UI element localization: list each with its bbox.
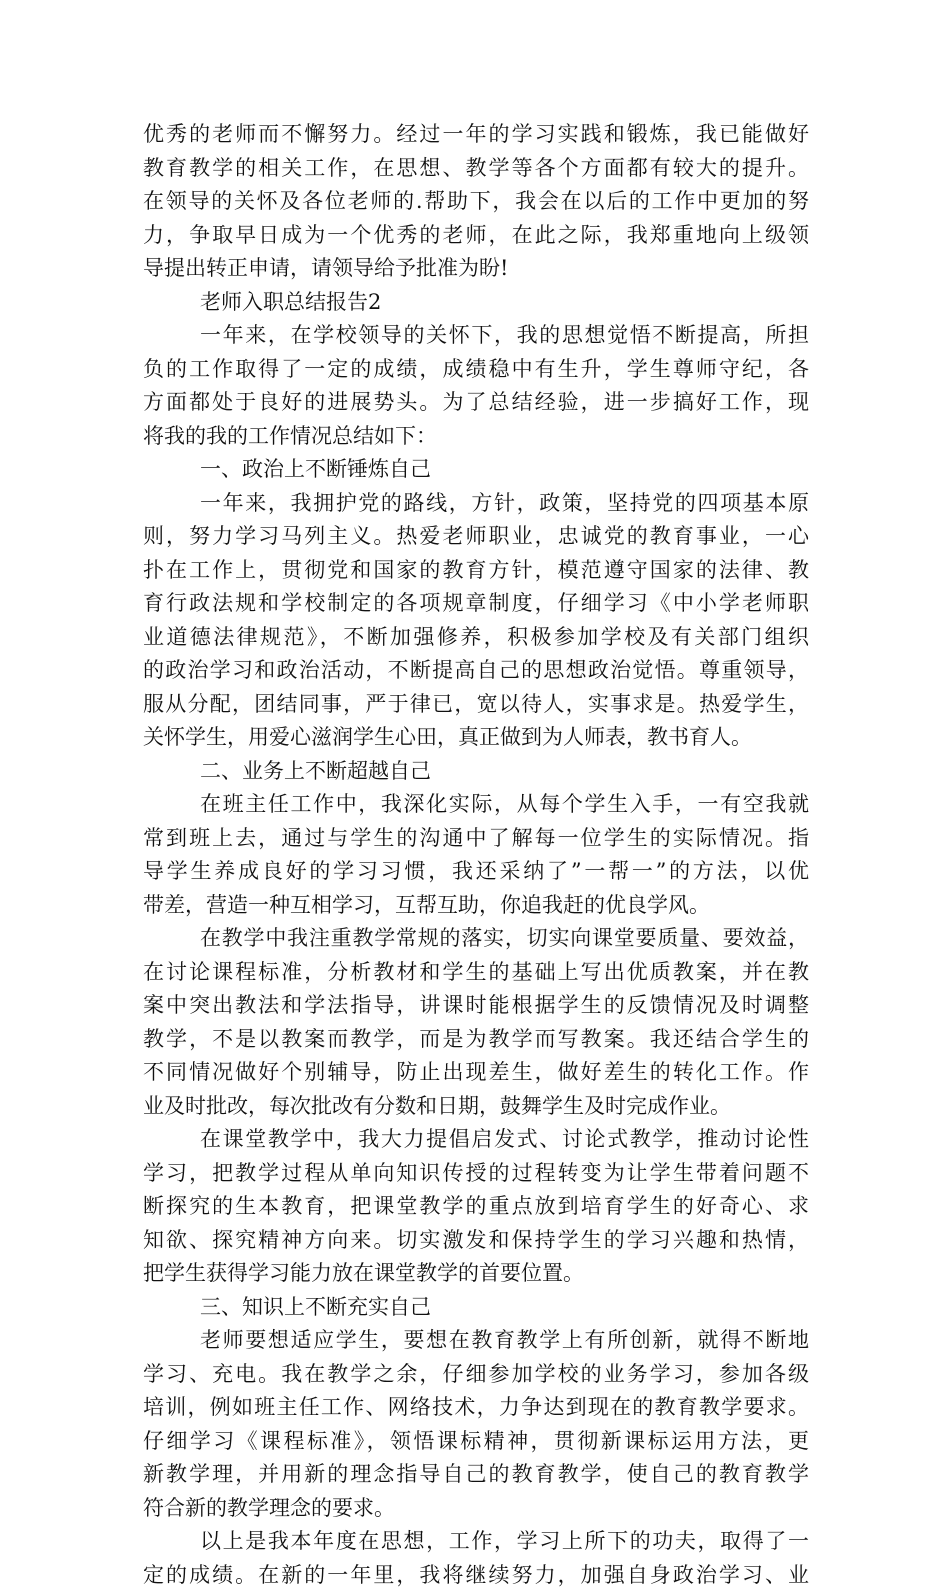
paragraph-line: 断探究的生本教育，把课堂教学的重点放到培育学生的好奇心、求 <box>143 1190 809 1224</box>
paragraph-line: 扑在工作上，贯彻党和国家的教育方针，模范遵守国家的法律、教 <box>143 554 809 588</box>
paragraph-first-line: 一年来，在学校领导的关怀下，我的思想觉悟不断提高，所担 <box>143 319 809 353</box>
paragraph-line: 学习、充电。我在教学之余，仔细参加学校的业务学习，参加各级 <box>143 1358 809 1392</box>
paragraph-line: 导学生养成良好的学习习惯，我还采纳了”一帮一”的方法，以优 <box>143 855 809 889</box>
document-body <box>143 118 809 1592</box>
paragraph-first-line: 老师入职总结报告2 <box>143 286 809 320</box>
paragraph-line: 导提出转正申请，请领导给予批准为盼! <box>143 252 809 286</box>
paragraph-line: 在领导的关怀及各位老师的.帮助下，我会在以后的工作中更加的努 <box>143 185 809 219</box>
paragraph-line: 学习，把教学过程从单向知识传授的过程转变为让学生带着问题不 <box>143 1157 809 1191</box>
paragraph-first-line: 在教学中我注重教学常规的落实，切实向课堂要质量、要效益， <box>143 922 809 956</box>
paragraph-line: 教育教学的相关工作，在思想、教学等各个方面都有较大的提升。 <box>143 152 809 186</box>
paragraph-line: 育行政法规和学校制定的各项规章制度，仔细学习《中小学老师职 <box>143 587 809 621</box>
paragraph-line: 不同情况做好个别辅导，防止出现差生，做好差生的转化工作。作 <box>143 1056 809 1090</box>
paragraph-first-line: 一年来，我拥护党的路线，方针，政策，坚持党的四项基本原 <box>143 487 809 521</box>
paragraph-line: 仔细学习《课程标准》，领悟课标精神，贯彻新课标运用方法，更 <box>143 1425 809 1459</box>
paragraph-line: 关怀学生，用爱心滋润学生心田，真正做到为人师表，教书育人。 <box>143 721 809 755</box>
paragraph-line: 业道德法律规范》，不断加强修养，积极参加学校及有关部门组织 <box>143 621 809 655</box>
paragraph-line: 符合新的教学理念的要求。 <box>143 1492 809 1526</box>
paragraph-line: 服从分配，团结同事，严于律已，宽以待人，实事求是。热爱学生， <box>143 688 809 722</box>
paragraph-line: 新教学理，并用新的理念指导自己的教育教学，使自己的教育教学 <box>143 1458 809 1492</box>
paragraph-line: 方面都处于良好的进展势头。为了总结经验，进一步搞好工作，现 <box>143 386 809 420</box>
paragraph-first-line: 以上是我本年度在思想，工作，学习上所下的功夫，取得了一 <box>143 1525 809 1559</box>
paragraph-line: 优秀的老师而不懈努力。经过一年的学习实践和锻炼，我已能做好 <box>143 118 809 152</box>
paragraph-line: 将我的我的工作情况总结如下： <box>143 420 809 454</box>
paragraph-line: 的政治学习和政治活动，不断提高自己的思想政治觉悟。尊重领导， <box>143 654 809 688</box>
paragraph-line: 教学，不是以教案而教学，而是为教学而写教案。我还结合学生的 <box>143 1023 809 1057</box>
paragraph-line: 在讨论课程标准，分析教材和学生的基础上写出优质教案，并在教 <box>143 956 809 990</box>
paragraph-first-line: 在班主任工作中，我深化实际，从每个学生入手，一有空我就 <box>143 788 809 822</box>
paragraph-line: 案中突出教法和学法指导，讲课时能根据学生的反馈情况及时调整 <box>143 989 809 1023</box>
paragraph-line: 知欲、探究精神方向来。切实激发和保持学生的学习兴趣和热情， <box>143 1224 809 1258</box>
paragraph-line: 定的成绩。在新的一年里，我将继续努力，加强自身政治学习、业 <box>143 1559 809 1592</box>
paragraph-line: 负的工作取得了一定的成绩，成绩稳中有生升，学生尊师守纪，各 <box>143 353 809 387</box>
paragraph-line: 则，努力学习马列主义。热爱老师职业，忠诚党的教育事业，一心 <box>143 520 809 554</box>
paragraph-line: 把学生获得学习能力放在课堂教学的首要位置。 <box>143 1257 809 1291</box>
paragraph-line: 培训，例如班主任工作、网络技术，力争达到现在的教育教学要求。 <box>143 1391 809 1425</box>
paragraph-first-line: 二、业务上不断超越自己 <box>143 755 809 789</box>
paragraph-line: 业及时批改，每次批改有分数和日期，鼓舞学生及时完成作业。 <box>143 1090 809 1124</box>
paragraph-line: 力，争取早日成为一个优秀的老师，在此之际，我郑重地向上级领 <box>143 219 809 253</box>
paragraph-first-line: 老师要想适应学生，要想在教育教学上有所创新，就得不断地 <box>143 1324 809 1358</box>
paragraph-line: 带差，营造一种互相学习，互帮互助，你追我赶的优良学风。 <box>143 889 809 923</box>
paragraph-first-line: 在课堂教学中，我大力提倡启发式、讨论式教学，推动讨论性 <box>143 1123 809 1157</box>
paragraph-first-line: 三、知识上不断充实自己 <box>143 1291 809 1325</box>
paragraph-first-line: 一、政治上不断锤炼自己 <box>143 453 809 487</box>
paragraph-line: 常到班上去，通过与学生的沟通中了解每一位学生的实际情况。指 <box>143 822 809 856</box>
